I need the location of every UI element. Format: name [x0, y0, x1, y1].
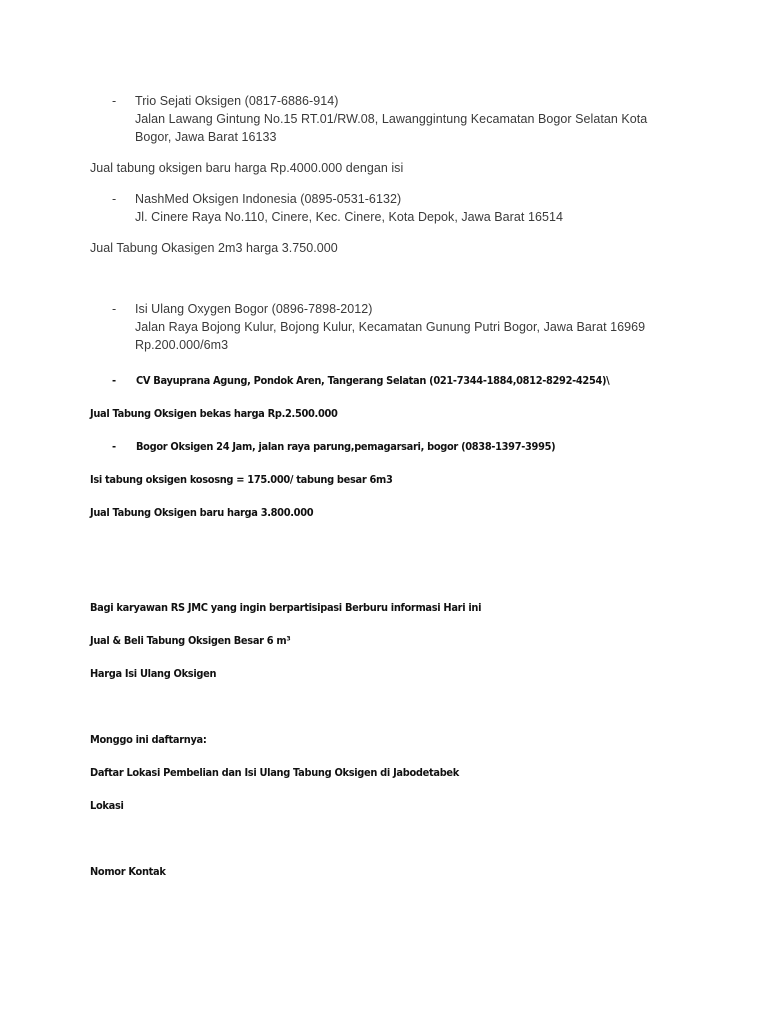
cv-bayuprana-line: CV Bayuprana Agung, Pondok Aren, Tangerang Selatan (021-7344-1884,0812-8292-4254)\ [136, 375, 610, 387]
isi-ulang-bogor-address-line: Jalan Raya Bojong Kulur, Bojong Kulur, Kecamatan Gunung Putri Bogor, Jawa Barat 16969 [135, 320, 646, 334]
list-bullet: - [112, 375, 116, 387]
isi-ulang-bogor-price-line: Rp.200.000/6m3 [135, 338, 229, 352]
price-2m3: Jual Tabung Okasigen 2m3 harga 3.750.000 [90, 241, 338, 255]
bogor-24-jam-line: Bogor Oksigen 24 Jam, jalan raya parung,pemagarsari, bogor (0838-1397-3995) [136, 441, 556, 453]
contact-number-label: Nomor Kontak [90, 866, 166, 878]
intro-list-title: Daftar Lokasi Pembelian dan Isi Ulang Tabung Oksigen di Jabodetabek [90, 767, 460, 779]
price-used: Jual Tabung Oksigen bekas harga Rp.2.500.000 [90, 408, 338, 420]
trio-name-line: Trio Sejati Oksigen (0817-6886-914) [135, 94, 339, 108]
nashmed-address-line: Jl. Cinere Raya No.110, Cinere, Kec. Cinere, Kota Depok, Jawa Barat 16514 [135, 210, 563, 224]
list-bullet: - [112, 94, 117, 108]
intro-heading: Jual & Beli Tabung Oksigen Besar 6 m³ [90, 635, 291, 647]
intro-subheading: Harga Isi Ulang Oksigen [90, 668, 217, 680]
list-bullet: - [112, 192, 117, 206]
price-new-4000: Jual tabung oksigen baru harga Rp.4000.000 dengan isi [90, 161, 404, 175]
refill-price: Isi tabung oksigen kososng = 175.000/ tabung besar 6m3 [90, 474, 393, 486]
trio-address-line-2: Bogor, Jawa Barat 16133 [135, 130, 277, 144]
list-bullet: - [112, 441, 116, 453]
location-label: Lokasi [90, 800, 124, 812]
list-bullet: - [112, 302, 117, 316]
price-new-3800: Jual Tabung Oksigen baru harga 3.800.000 [90, 507, 314, 519]
isi-ulang-bogor-name-line: Isi Ulang Oxygen Bogor (0896-7898-2012) [135, 302, 373, 316]
intro-list-lead: Monggo ini daftarnya: [90, 734, 207, 746]
trio-address-line: Jalan Lawang Gintung No.15 RT.01/RW.08, Lawanggintung Kecamatan Bogor Selatan Kota [135, 112, 648, 126]
nashmed-name-line: NashMed Oksigen Indonesia (0895-0531-6132) [135, 192, 402, 206]
intro-paragraph: Bagi karyawan RS JMC yang ingin berpartisipasi Berburu informasi Hari ini [90, 602, 482, 614]
